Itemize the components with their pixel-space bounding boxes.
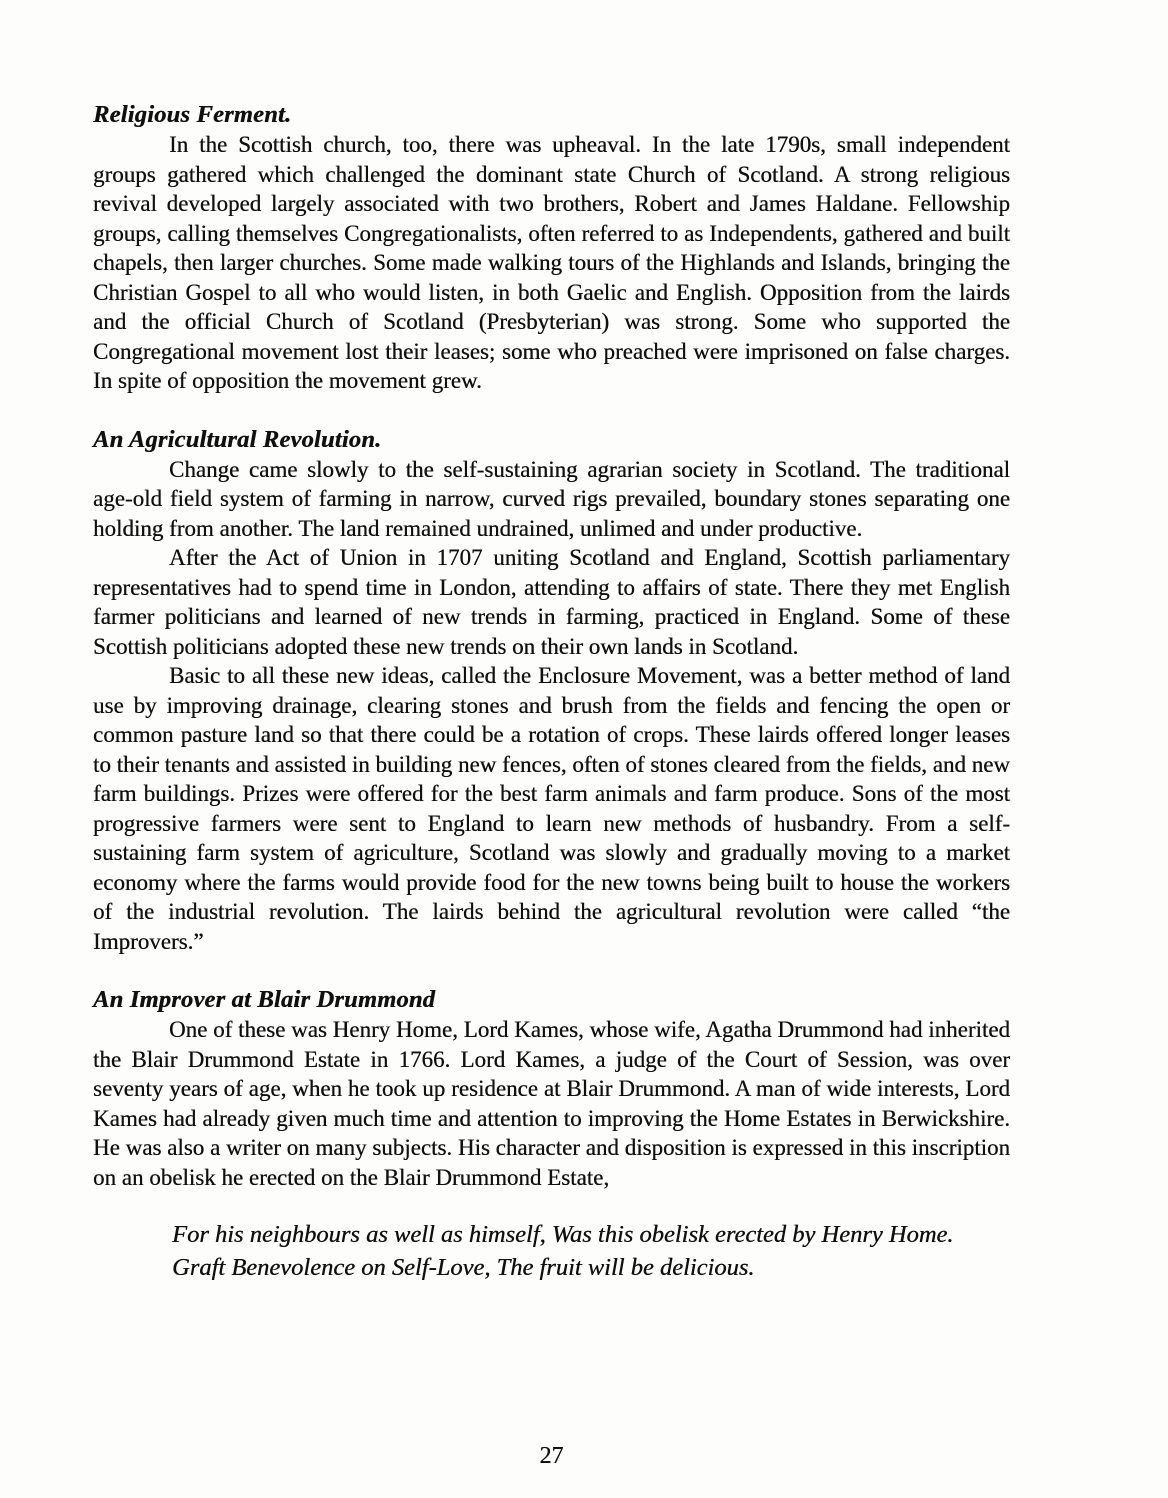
paragraph: Basic to all these new ideas, called the Enclosure Movement, was a better method of land use by improving drainage, clearing stones and brush from the fields and fencing the open or common pasture land so that there could be a rotation of crops. These lairds offered longer leases to their tenants and assisted in building new fences, often of stones cleared from the fields, and new farm buildings. Prizes were offered for the best farm animals and farm produce. Sons of the most progressive farmers were sent to England to learn new methods of husbandry. From a self-sustaining farm system of agriculture, Scotland was slowly and gradually moving to a market economy where the farms would provide food for the new towns being built to house the workers of the industrial revolution. The lairds behind the agricultural revolution were called “the Improvers.” (93, 663, 1010, 954)
section-heading-improver-blair-drummond: An Improver at Blair Drummond (93, 986, 436, 1013)
section-heading-religious-ferment: Religious Ferment. (93, 101, 292, 128)
paragraph: After the Act of Union in 1707 uniting Scotland and England, Scottish parliamentary representatives had to spend time in London, attending to affairs of state. There they met English farmer politicians and learned of new trends in farming, practiced in England. Some of these Scottish politicians adopted these new trends on their own lands in Scotland. (93, 545, 1010, 659)
page-number: 27 (539, 1443, 564, 1469)
section-improver-blair-drummond (93, 985, 1010, 1284)
section-agricultural-revolution (93, 425, 1010, 957)
inscription-quote-line: For his neighbours as well as himself, Was this obelisk erected by Henry Home. (172, 1221, 954, 1248)
paragraph: Change came slowly to the self-sustaining agrarian society in Scotland. The traditional age-old field system of farming in narrow, curved rigs prevailed, boundary stones separating one holding from another. The land remained undrained, unlimed and under productive. (93, 456, 1010, 541)
inscription-quote (172, 1219, 1010, 1284)
inscription-quote-line: Graft Benevolence on Self-Love, The fruit will be delicious. (172, 1253, 755, 1281)
section-heading-agricultural-revolution: An Agricultural Revolution. (93, 425, 382, 453)
paragraph: One of these was Henry Home, Lord Kames, whose wife, Agatha Drummond had inherited the Blair Drummond Estate in 1766. Lord Kames, a judge of the Court of Session, was over seventy years of age, when he took up residence at Blair Drummond. A man of wide interests, Lord Kames had already given much time and attention to improving the Home Estates in Berwickshire. He was also a writer on many subjects. His character and disposition is expressed in this inscription on an obelisk he erected on the Blair Drummond Estate, (93, 1017, 1010, 1190)
page-content (93, 0, 1010, 1284)
paragraph: In the Scottish church, too, there was upheaval. In the late 1790s, small independent groups gathered which challenged the dominant state Church of Scotland. A strong religious revival developed largely associated with two brothers, Robert and James Haldane. Fellowship groups, calling themselves Congregationalists, often referred to as Independents, gathered and built chapels, then larger churches. Some made walking tours of the Highlands and Islands, bringing the Christian Gospel to all who would listen, in both Gaelic and English. Opposition from the lairds and the official Church of Scotland (Presbyterian) was strong. Some who supported the Congregational movement lost their leases; some who preached were imprisoned on false charges. In spite of opposition the movement grew. (93, 132, 1010, 393)
section-religious-ferment (93, 100, 1010, 396)
